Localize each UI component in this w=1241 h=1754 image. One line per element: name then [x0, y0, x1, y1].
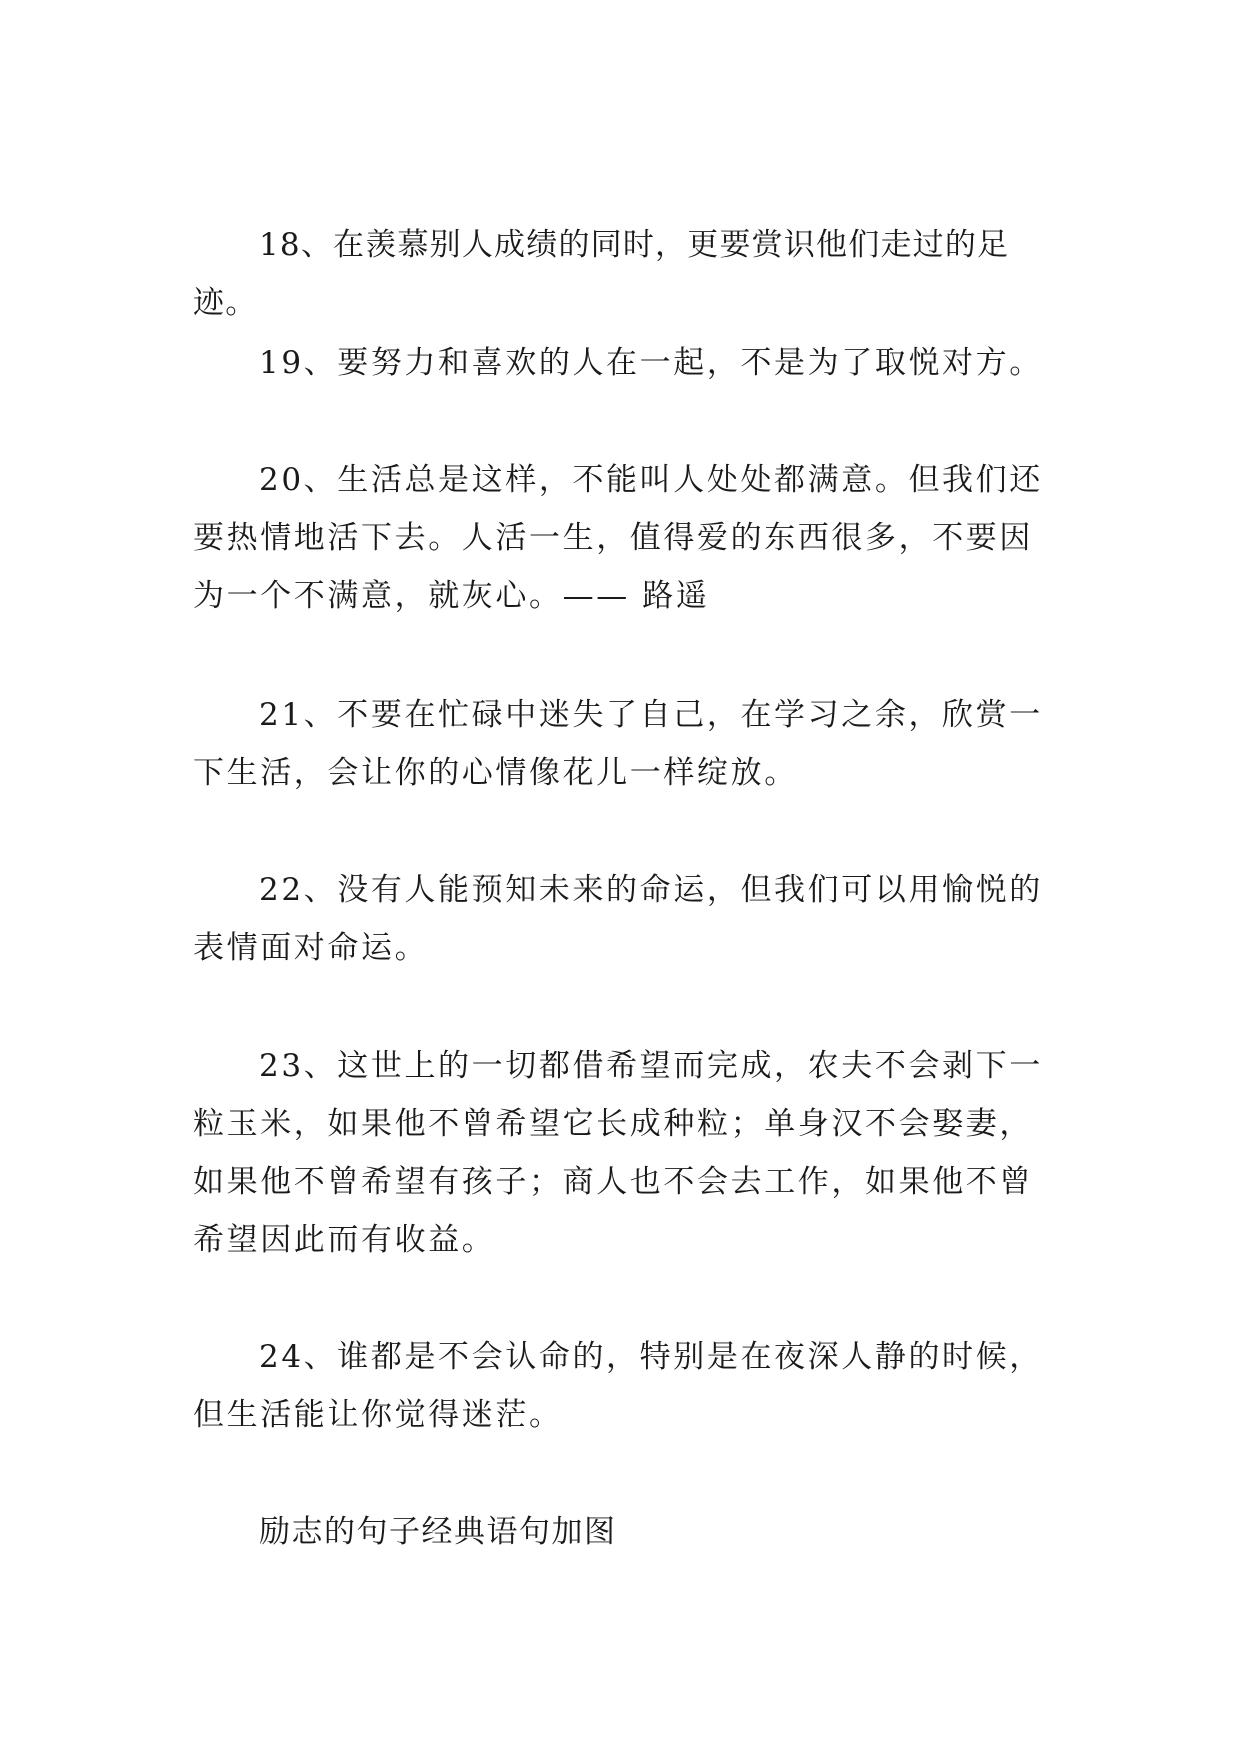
- quote-paragraph-22: 22、没有人能预知未来的命运，但我们可以用愉悦的表情面对命运。: [193, 872, 1043, 966]
- quote-paragraph-23: 23、这世上的一切都借希望而完成，农夫不会剥下一粒玉米，如果他不曾希望它长成种粒；单身汉不会娶妻，如果他不曾希望有孩子；商人也不会去工作，如果他不曾希望因此而有收益。: [193, 1048, 1043, 1258]
- quote-paragraph-20: 20、生活总是这样，不能叫人处处都满意。但我们还要热情地活下去。人活一生，值得爱的东西很多，不要因为一个不满意，就灰心。—— 路遥: [193, 462, 1043, 614]
- quote-paragraph-24: 24、谁都是不会认命的，特别是在夜深人静的时候，但生活能让你觉得迷茫。: [193, 1339, 1043, 1433]
- quote-paragraph-18: 18、在羡慕别人成绩的同时，更要赏识他们走过的足迹。: [193, 227, 1010, 321]
- quote-paragraph-21: 21、不要在忙碌中迷失了自己，在学习之余，欣赏一下生活，会让你的心情像花儿一样绽放。: [193, 697, 1043, 791]
- quote-paragraph-19: 19、要努力和喜欢的人在一起，不是为了取悦对方。: [259, 345, 1043, 381]
- section-heading: 励志的句子经典语句加图: [259, 1514, 617, 1550]
